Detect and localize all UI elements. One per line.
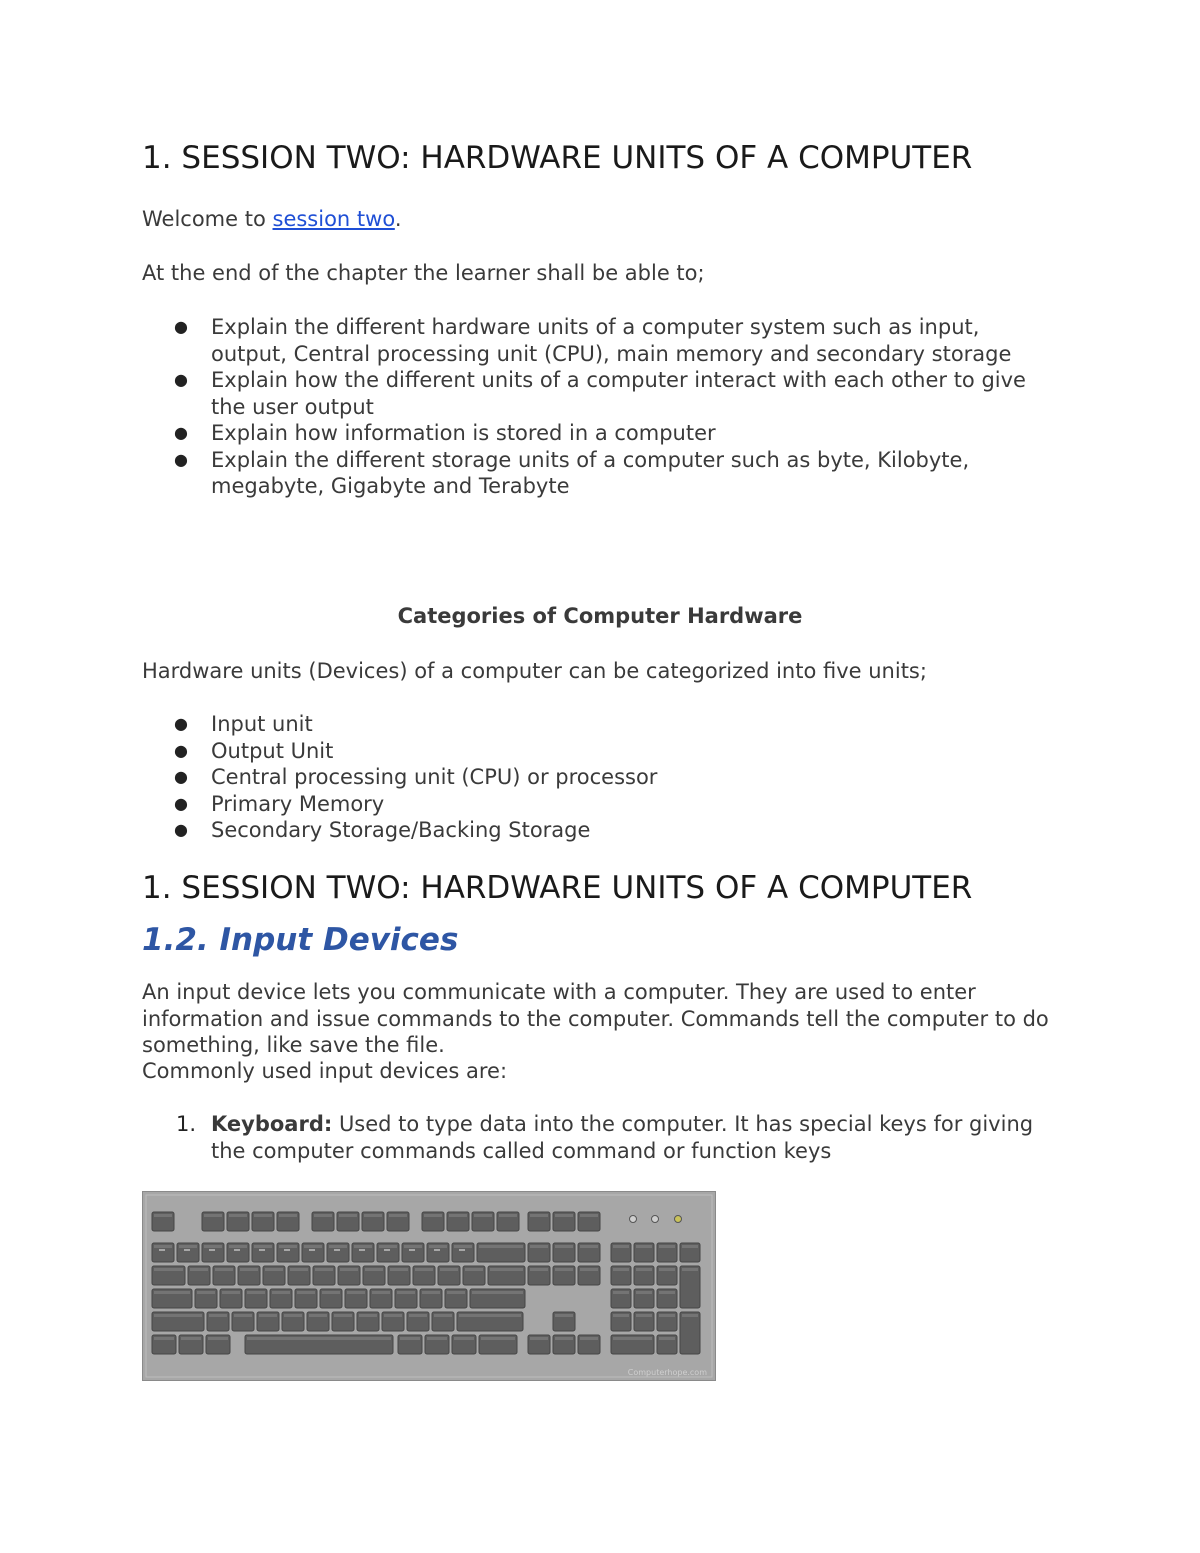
input-devices-paragraph-2: Commonly used input devices are: [142,1059,508,1083]
categories-list [142,711,1042,844]
objectives-intro: At the end of the chapter the learner shall be able to; [142,261,705,285]
list-number: 1. [176,1112,197,1136]
welcome-suffix: . [394,207,402,231]
bullet-icon: ● [174,714,188,733]
objectives-list [142,314,1042,500]
list-item [142,447,1042,500]
keyboard-watermark: Computerhope.com [627,1368,707,1377]
bullet-icon: ● [174,793,188,813]
list-item-text: Explain the different storage units of a computer such as byte, Kilobyte, megabyte, Gigabyte and Terabyte [211,447,970,498]
bullet-icon: ● [174,767,188,786]
list-item [142,420,1042,447]
list-item [142,817,1042,844]
device-term: Keyboard: [211,1112,333,1136]
bullet-icon: ● [174,740,188,760]
keyboard-illustration [142,1191,716,1381]
list-item [142,791,1042,818]
list-item-text: Explain how the different units of a computer interact with each other to give the user output [211,368,1026,419]
list-item [142,1111,1042,1164]
list-item [142,367,1042,420]
list-item [142,738,1042,765]
categories-intro: Hardware units (Devices) of a computer can be categorized into five units; [142,659,927,683]
devices-list [142,1111,1042,1164]
keyboard-image [142,1191,716,1381]
bullet-icon: ● [174,449,188,469]
list-item-text: Output Unit [211,738,334,763]
list-item-text: Secondary Storage/Backing Storage [211,818,591,842]
list-item-text: Input unit [211,712,313,736]
welcome-prefix: Welcome to [142,207,273,231]
list-item-text: Explain how information is stored in a computer [211,421,716,445]
list-item-text: Primary Memory [211,791,385,816]
session-two-link[interactable]: session two [272,207,395,231]
list-item-text: Central processing unit (CPU) or processor [211,765,658,789]
list-item [142,711,1042,738]
list-item-text: Explain the different hardware units of a computer system such as input, output, Central processing unit (CPU), main memory and secondary storage [211,315,1012,366]
input-devices-paragraph: An input device lets you communicate with a computer. They are used to enter information and issue commands to the computer. Commands tell the computer to do something, like save the file. [142,980,1049,1057]
device-description: Used to type data into the computer. It has special keys for giving the computer commands called command or function keys [211,1112,1034,1163]
categories-heading: Categories of Computer Hardware [397,604,803,628]
bullet-icon: ● [174,317,188,336]
list-item [142,764,1042,791]
bullet-icon: ● [174,423,188,442]
bullet-icon: ● [174,820,188,839]
bullet-icon: ● [174,370,188,389]
input-devices-heading: 1.2. Input Devices [142,922,459,958]
page-title: 1. SESSION TWO: HARDWARE UNITS OF A COMPUTER [142,140,973,176]
section-title: 1. SESSION TWO: HARDWARE UNITS OF A COMPUTER [142,870,973,906]
list-item [142,314,1042,367]
welcome-line [142,206,1057,233]
